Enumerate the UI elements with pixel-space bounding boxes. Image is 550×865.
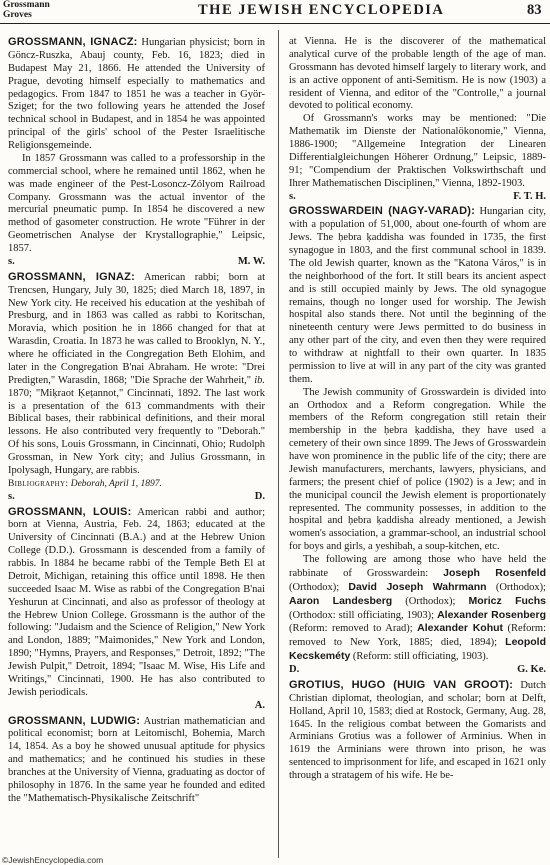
entry-headword: GROSSWARDEIN (NAGY-VARAD): — [289, 205, 475, 218]
entry-text: (Orthodox); — [486, 581, 546, 593]
running-head-bottom: Groves — [3, 9, 32, 20]
entry-text: Hungarian physicist; born in Göncz-Ruszka, Abauj county, Feb. 16, 1823; died in Budapest May 21, 1866. He attended the University of Prague, devoting himself especially to mathematics and pedagogics. From 1847 to 1851 he was a teacher in Györ-Sziget; for the two following years he attended the Josef technical school in Budapest, and in 1854 he was appointed principal of the girls' school of the Pester Israelitische Religionsgemeinde. — [8, 37, 265, 151]
signature-code: s. — [289, 190, 296, 202]
running-head-top: Grossmann — [3, 0, 50, 10]
bibliography — [8, 478, 265, 491]
entry-text: (Orthodox); — [289, 581, 349, 593]
entry-headword: GROSSMANN, LUDWIG: — [8, 714, 141, 727]
rabbi-name: Aaron Landesberg — [289, 594, 393, 607]
bibliography-label: Bibliography: — [8, 478, 69, 489]
rabbi-name: Alexander Kohut — [417, 622, 504, 635]
entry-text: Hungarian city, with a population of 51,000, about one-fourth of whom are Jews. The ḥebra ḳaddisha was founded in 1735, the first synagogue in 1803, and the first communal school in 1839. The old Jewish quarter, known as the "Katona Város," is in the neighborhood of the fort. It still bears its ancient aspect and is still occupied mainly by Jews. The old synagogue remains, though no longer used for worship. The Jewish hospital also stands there. Not until the beginning of the nineteenth century were Jews permitted to do business in any other part of the city, and even then they were required to withdraw at nightfall to their own quarter. In 1835 permission to live at will in any part of the city was granted them. — [289, 206, 546, 385]
entry-headword: GROSSMANN, LOUIS: — [8, 505, 132, 518]
entry-text: (Orthodox); — [392, 595, 469, 607]
entry-headword: GROTIUS, HUGO (HUIG VAN GROOT): — [289, 678, 514, 691]
signature-code: D. — [289, 664, 300, 675]
entry-grossmann-ludwig — [8, 715, 265, 806]
entry-text: The Jewish community of Grosswardein is divided into an Orthodox and a Reform congregation. While the members of the Reform congregation still retain their membership in the ḥebra ḳaddisha, they have used a cemetery of their own since 1899. The Jews of Grosswardein have won prominence in the public life of the city; there are Jewish manufacturers, merchants, lawyers, physicians, and farmers; the present chief of police (1902) is a Jew; and in the municipal council the Jewish element is proportionately represented. The community possesses, in addition to the hospital and ḥebra ḳaddisha already mentioned, a Jewish women's association, a grammar-school, an industrial school for boys and girls, a yeshibah, a soup-kitchen, etc. — [289, 386, 546, 553]
entry-text: 1870; "Miḳraot Ḳeṭannot," Cincinnati, 1892. The last work is a presentation of the 613 commandments with their Biblical bases, their rabbinical definitions, and their moral lessons. He also contributed very frequently to "Deborah." Of his sons, Louis Grossmann, in Cincinnati, Ohio; Rudolph Grossman, in New York city; and Julius Grossmann, in Ipolysagh, Hungary, are rabbis. — [8, 387, 265, 476]
page-header — [0, 0, 550, 28]
entry-text: (Reform: removed to New York, 1885; died, 1894); — [289, 623, 546, 649]
entry-text: American rabbi and author; born at Vienna, Austria, Feb. 24, 1863; educated at the University of Cincinnati (B.A.) and at the Hebrew Union College (D.D.). Grossmann is descended from a family of rabbis. In 1884 he became rabbi of the Temple Beth El at Detroit, Michigan, retaining this office until 1898. He then succeeded Isaac M. Wise as rabbi of the Congregation B'nai Yeshurun at Cincinnati, and also as professor of theology at the Hebrew Union College. Grossmann is the author of the following: "Judaism and the Science of Religion," New York and London, 1889; "Maimonides," New York and London, 1890; "Hymns, Prayers, and Responses," Detroit, 1892; "The Jewish Pulpit," Detroit, 1894; "Isaac M. Wise, His Life and Writings," Cincinnati, 1900. He has also contributed to Jewish periodicals. — [8, 506, 265, 698]
entry-signature — [289, 664, 546, 677]
entry-grossmann-ignacz — [8, 36, 265, 153]
entry-grosswardein — [289, 205, 546, 386]
signature-author: M. W. — [237, 255, 265, 267]
entry-text: Austrian mathematician and political economist; born at Leitomischl, Bohemia, March 14, 1854. As a boy he showed unusual aptitude for physics and mathematics; and he continued his studies in these branches at the University of Vienna, graduating as doctor of philosophy in 1876. In the same year he founded and edited the "Mathematisch-Physikalische Zeitschrift" — [8, 715, 265, 804]
running-head — [3, 1, 50, 20]
entry-text: American rabbi; born at Trencsen, Hungary, July 30, 1825; died March 18, 1897, in New York city. He received his education at the yeshibah of Presburg, and in 1863 was called as rabbi to Koritschan, Moravia, which position he in 1866 changed for that at Warasdin, Croatia. In 1873 he was called to Brooklyn, N. Y., where he officiated in the Congregation Beth Elohim, and later in the Congregation B'nai Abraham. He wrote: "Drei Predigten," Warasdin, 1868; "Die Sprache der Wahrheit," — [8, 271, 265, 386]
rabbinate-list — [289, 554, 546, 664]
rabbi-name: Moricz Fuchs — [468, 594, 546, 607]
entry-grotius — [289, 679, 546, 783]
signature-author: F. T. H. — [513, 190, 546, 202]
right-column — [289, 36, 546, 854]
entry-signature — [289, 191, 546, 204]
entry-signature — [8, 700, 265, 713]
entry-grossmann-ignaz — [8, 271, 265, 478]
column-divider — [278, 30, 279, 858]
signature-code: s. — [8, 255, 15, 267]
entry-text: (Reform: removed to Arad); — [289, 623, 418, 635]
entry-text: Dutch Christian diplomat, theologian, and scholar; born at Delft, Holland, April 10, 1583; died at Rostock, Germany, Aug. 28, 1645. In the religious combat between the Gomarists and Arminians Grotius was a follower of Arminius. When in 1619 the Arminians were thrown into prison, he was sentenced to imprisonment for life, and escaped in 1621 only through a stratagem of his wife. He be- — [289, 679, 546, 781]
rabbi-name: Leopold Kecskeméty — [289, 636, 546, 663]
entry-signature — [8, 256, 265, 269]
signature-author: G. Ke. — [517, 664, 546, 675]
page-number: 83 — [527, 2, 542, 18]
entry-text: The following are among those who have held the rabbinate of Grosswardein: — [289, 554, 546, 579]
entry-text: (Reform: still officiating, 1903). — [350, 651, 489, 663]
rabbi-name: David Joseph Wahrmann — [348, 580, 487, 593]
rabbi-name: Joseph Rosenfeld — [443, 566, 546, 579]
bibliography-text: Deborah, April 1, 1897. — [68, 478, 162, 489]
entry-signature — [8, 491, 265, 504]
header-rule — [0, 23, 550, 24]
signature-author: D. — [254, 490, 265, 502]
entry-headword: GROSSMANN, IGNACZ: — [8, 36, 138, 48]
site-credit: ©JewishEncyclopedia.com — [2, 855, 104, 865]
entry-grossmann-louis — [8, 506, 265, 700]
entry-text: at Vienna. He is the discoverer of the mathematical analytical curve of the probable length of the age of man. Grossmann has devoted himself largely to literary work, and is an active opponent of anti-Semitism. He is now (1903) a resident of Vienna, and editor of the "Controlle," a journal devoted to political economy. — [289, 36, 546, 112]
signature-author: A. — [254, 699, 265, 711]
entry-headword: GROSSMANN, IGNAZ: — [8, 270, 135, 283]
entry-text: Of Grossmann's works may be mentioned: "Die Mathematik im Dienste der Nationalökonomie," Vienna, 1886-1900; "Allgemeine Integration der Linearen Differentialgleichungen Höherer Ordnung," Leipsic, 1889-91; "Compendium der Praktischen Volkswirthschaft und Ihrer Mathematischen Disciplinen," Vienna, 1892-1903. — [289, 113, 546, 189]
entry-text: ib. — [254, 374, 265, 386]
entry-text: In 1857 Grossmann was called to a professorship in the commercial school, where he remained until 1862, when he was made engineer of the Pest-Losoncz-Zólyom Railroad Company. Grossmann was the actual inventor of the mercurial pneumatic pump. In 1854 he discovered a new method of gasometer construction. He wrote "Führer in der Geometrischen Analyse der Krystallographie," Leipsic, 1857. — [8, 152, 265, 254]
left-column — [8, 36, 265, 854]
signature-code: s. — [8, 490, 15, 502]
entry-text: (Orthodox: still officiating, 1903); — [289, 609, 438, 621]
rabbi-name: Alexander Rosenberg — [437, 608, 546, 621]
page-title: THE JEWISH ENCYCLOPEDIA — [198, 2, 445, 18]
